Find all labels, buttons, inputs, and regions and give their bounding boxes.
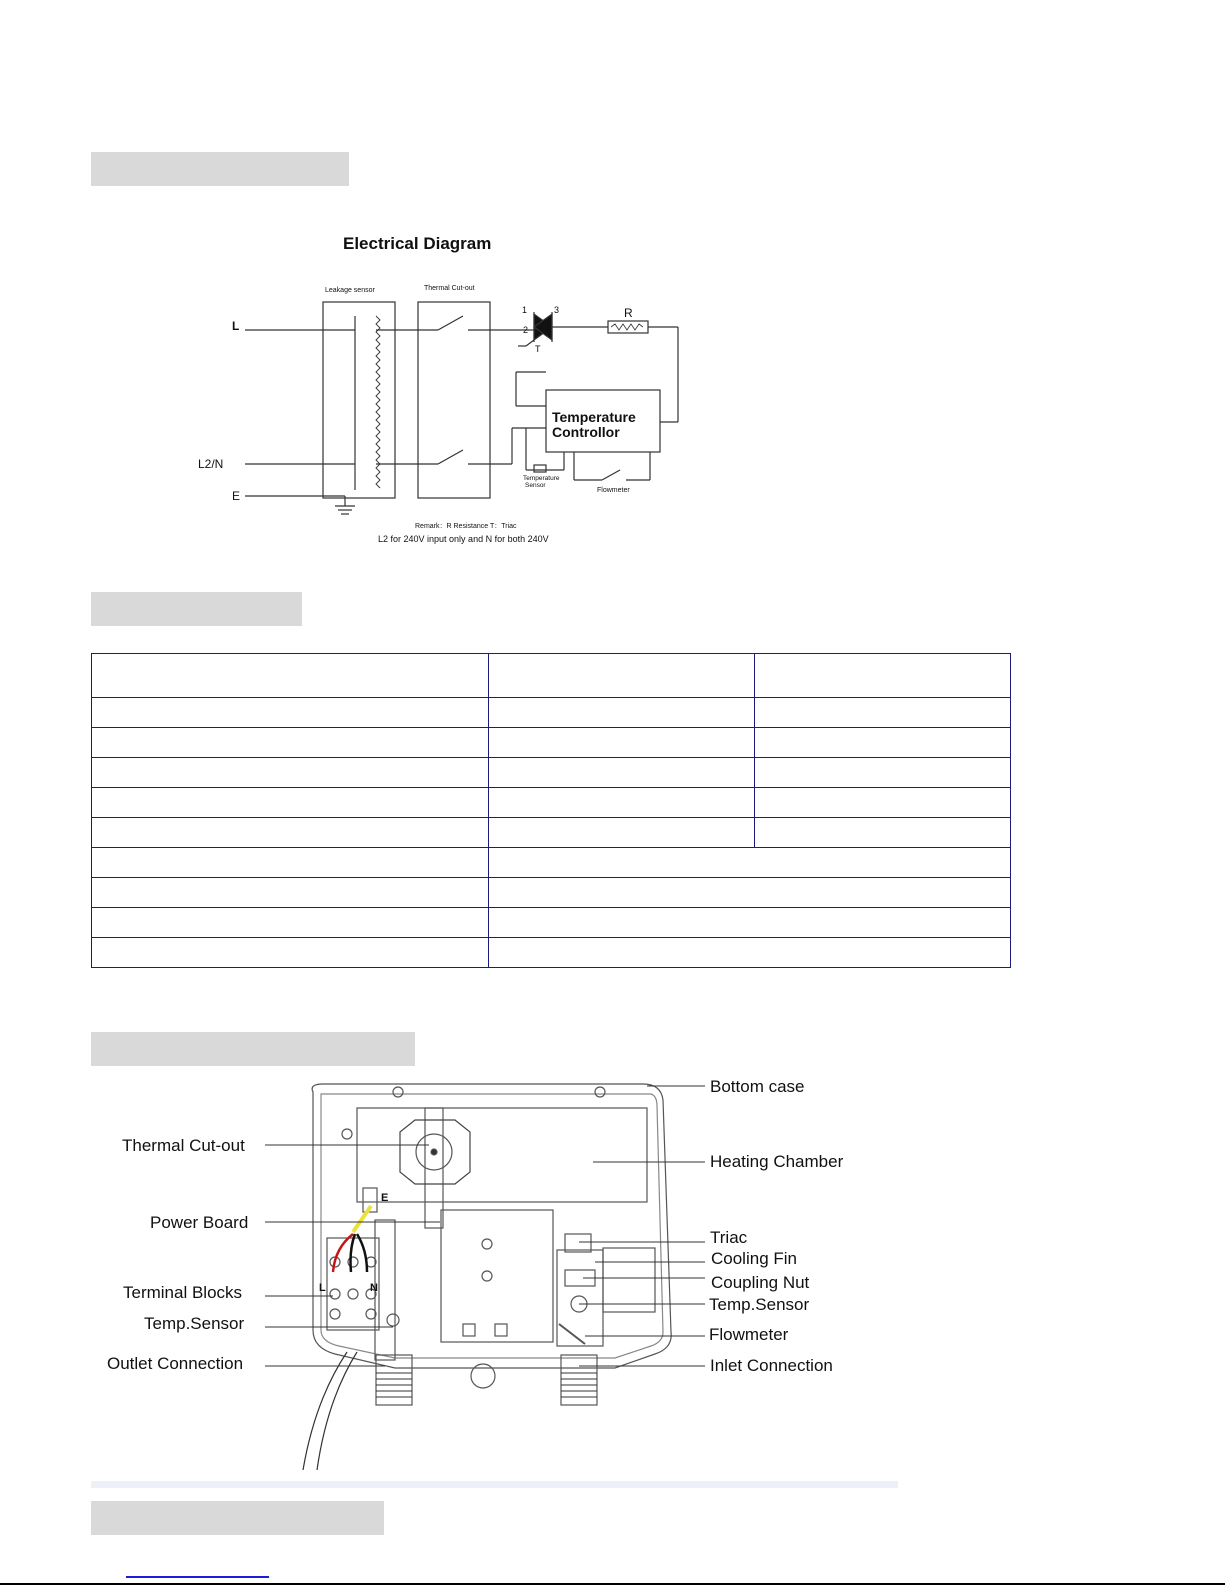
thermal-cutout-label: Thermal Cut-out: [424, 285, 475, 292]
table-cell: [489, 654, 755, 698]
table-row: [92, 818, 1011, 848]
table-cell: [92, 908, 489, 938]
diagram-note: L2 for 240V input only and N for both 240V: [378, 534, 549, 544]
table-cell: [92, 818, 489, 848]
table-cell: [489, 698, 755, 728]
table-row: [92, 908, 1011, 938]
table-cell: [755, 698, 1011, 728]
table-cell: [489, 938, 1011, 968]
table-cell: [92, 758, 489, 788]
table-row: [92, 654, 1011, 698]
cooling-fin: [603, 1248, 655, 1312]
terminal-mark-e: E: [381, 1192, 389, 1204]
separator-rule: [91, 1481, 898, 1488]
table-row: [92, 698, 1011, 728]
terminal-l2n: L2/N: [198, 457, 224, 471]
power-board: [441, 1210, 553, 1342]
table-cell: [92, 728, 489, 758]
section-heading-bar-2: [91, 592, 302, 626]
table-cell: [755, 728, 1011, 758]
leakage-sensor-label: Leakage sensor: [325, 287, 375, 294]
label-temp-sensor-right: Temp.Sensor: [709, 1295, 810, 1314]
table-cell: [755, 818, 1011, 848]
leakage-sensor-box: [323, 302, 395, 498]
triac-pin-3: 3: [554, 305, 560, 315]
table-cell: [92, 788, 489, 818]
section-heading-bar-4: [91, 1501, 384, 1535]
bottom-case-outline: [312, 1084, 671, 1368]
terminal-mark-l: L: [319, 1282, 326, 1294]
table-row: [92, 848, 1011, 878]
table-cell: [489, 758, 755, 788]
terminal-mark-n: N: [370, 1282, 378, 1294]
controller-label-2: Controllor: [552, 424, 620, 440]
electrical-diagram: [190, 228, 710, 558]
table-row: [92, 728, 1011, 758]
table-row: [92, 878, 1011, 908]
label-terminal-blocks: Terminal Blocks: [123, 1283, 243, 1302]
earth-wire: [353, 1206, 371, 1232]
table-cell: [92, 848, 489, 878]
table-cell: [755, 788, 1011, 818]
triac-pin-2: 2: [523, 325, 529, 335]
label-thermal-cutout: Thermal Cut-out: [122, 1136, 245, 1155]
section-heading-bar-3: [91, 1032, 415, 1066]
neutral-wire: [357, 1234, 367, 1272]
table-row: [92, 938, 1011, 968]
label-heating-chamber: Heating Chamber: [710, 1152, 844, 1171]
table-cell: [92, 938, 489, 968]
controller-label-1: Temperature: [552, 409, 636, 425]
temp-sensor-symbol: [534, 465, 546, 472]
label-outlet-connection: Outlet Connection: [107, 1354, 244, 1373]
specification-table: [91, 653, 1011, 968]
table-cell: [489, 908, 1011, 938]
temp-sensor-left: [387, 1314, 399, 1326]
resistor-label: R: [624, 306, 633, 320]
triac-pin-1: 1: [522, 305, 528, 315]
thermal-cutout-box: [418, 302, 490, 498]
label-bottom-case: Bottom case: [710, 1080, 805, 1096]
table-row: [92, 788, 1011, 818]
label-coupling-nut: Coupling Nut: [711, 1273, 810, 1292]
flowmeter-label: Flowmeter: [597, 487, 630, 494]
table-cell: [755, 758, 1011, 788]
table-cell: [489, 728, 755, 758]
label-cooling-fin: Cooling Fin: [711, 1249, 797, 1268]
triac-pin-t: T: [535, 344, 541, 354]
table-cell: [489, 878, 1011, 908]
temp-sensor-label-2: Sensor: [525, 482, 546, 489]
label-triac: Triac: [710, 1228, 748, 1247]
table-cell: [489, 818, 755, 848]
table-cell: [489, 848, 1011, 878]
label-inlet-connection: Inlet Connection: [710, 1356, 833, 1375]
resistor-symbol: [608, 321, 648, 333]
triac: [565, 1234, 591, 1252]
label-temp-sensor-left: Temp.Sensor: [144, 1314, 245, 1333]
table-cell: [92, 878, 489, 908]
diagram-title: Electrical Diagram: [343, 234, 492, 253]
table-cell: [755, 654, 1011, 698]
internal-structure-diagram: [95, 1080, 895, 1480]
section-heading-bar-1: [91, 152, 349, 186]
flowmeter: [559, 1324, 585, 1344]
terminal-e: E: [232, 489, 241, 503]
footer-link-underline[interactable]: [126, 1576, 269, 1578]
terminal-l: L: [232, 319, 240, 333]
diagram-remark: Remark：R Resistance T：Triac: [415, 523, 517, 530]
label-flowmeter: Flowmeter: [709, 1325, 789, 1344]
label-power-board: Power Board: [150, 1213, 249, 1232]
table-cell: [489, 788, 755, 818]
table-row: [92, 758, 1011, 788]
temp-sensor-label-1: Temperature: [523, 475, 560, 482]
table-cell: [92, 698, 489, 728]
power-cable: [303, 1352, 347, 1470]
table-cell: [92, 654, 489, 698]
